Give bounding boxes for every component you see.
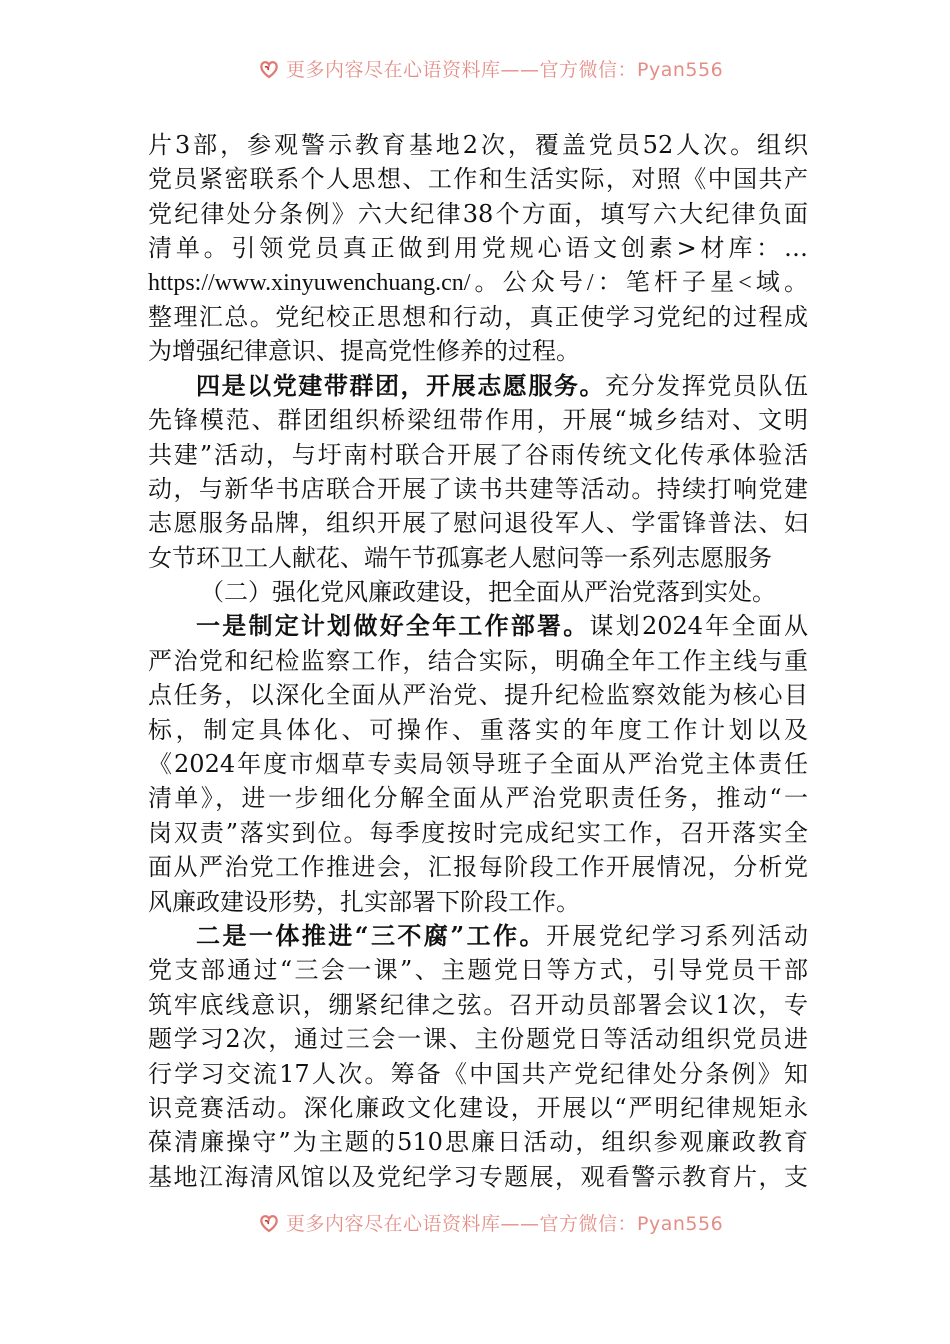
text-line: 为增强纪律意识、提高党性修养的过程。 [148,337,580,366]
text-line: 志愿服务品牌，组织开展了慰问退役军人、学雷锋普法、妇 [148,509,808,538]
text-line: 筑牢底线意识，绷紧纪律之弦。召开动员部署会议1次，专 [148,990,808,1019]
text-line-url: https://www.xinyuwenchuang.cn/。公众号/：笔杆子星<域。 [148,269,808,296]
paragraph-lead: 四是以党建带群团，开展志愿服务。 [196,370,606,400]
paragraph-text: 开展党纪学习系列活动 [545,921,808,950]
watermark-text: 更多内容尽在心语资料库——官方微信：Pyan556 [286,59,724,81]
text-line: 党员紧密联系个人思想、工作和生活实际，对照《中国共产 [148,165,808,194]
paragraph-first-line [148,919,808,953]
text-line: 面从严治党工作推进会，汇报每阶段工作开展情况，分析党 [148,853,808,882]
text-line: 葆清廉操守”为主题的510思廉日活动，组织参观廉政教育 [148,1128,808,1157]
text-line: 《2024年度市烟草专卖局领导班子全面从严治党主体责任 [148,750,808,779]
section-heading: （二）强化党风廉政建设，把全面从严治党落到实处。 [200,578,776,607]
text-line: 党支部通过“三会一课”、主题党日等方式，引导党员干部 [148,956,808,985]
text-line: 标，制定具体化、可操作、重落实的年度工作计划以及 [148,715,808,744]
paragraph-lead: 一是制定计划做好全年工作部署。 [196,611,590,641]
text-line: 共建”活动，与圩南村联合开展了谷雨传统文化传承体验活 [148,440,808,469]
text-line: 先锋模范、群团组织桥梁纽带作用，开展“城乡结对、文明 [148,406,808,435]
paragraph-first-line [148,609,808,643]
heart-swirl-icon [258,58,280,80]
text-line: 片3部，参观警示教育基地2次，覆盖党员52人次。组织 [148,131,808,159]
text-line: 行学习交流17人次。筹备《中国共产党纪律处分条例》知 [148,1059,808,1088]
text-line: 清单》，进一步细化分解全面从严治党职责任务，推动“一 [148,784,808,813]
text-line: 动，与新华书店联合开展了读书共建等活动。持续打响党建 [148,474,808,503]
heart-swirl-icon [258,1212,280,1234]
watermark-header [0,52,950,92]
paragraph-lead: 二是一体推进“三不腐”工作。 [196,920,546,950]
text-line: 清单。引领党员真正做到用党规心语文创素>材库：… [148,234,808,263]
text-line: 基地江海清风馆以及党纪学习专题展，观看警示教育片，支 [148,1162,808,1191]
document-body [148,128,808,1194]
text-line: 女节环卫工人献花、端午节孤寡老人慰问等一系列志愿服务 [148,543,772,572]
text-line: 题学习2次，通过三会一课、主份题党日等活动组织党员进 [148,1025,808,1054]
watermark-footer [0,1206,950,1246]
text-line: 严治党和纪检监察工作，结合实际，明确全年工作主线与重 [148,646,808,675]
text-line: 党纪律处分条例》六大纪律38个方面，填写六大纪律负面 [148,199,808,228]
text-line: 点任务，以深化全面从严治党、提升纪检监察效能为核心目 [148,681,808,710]
text-line: 风廉政建设形势，扎实部署下阶段工作。 [148,887,580,916]
paragraph-first-line [148,369,808,403]
text-line: 识竞赛活动。深化廉政文化建设，开展以“严明纪律规矩永 [148,1093,808,1122]
watermark-text: 更多内容尽在心语资料库——官方微信：Pyan556 [286,1213,724,1235]
text-line: 岗双责”落实到位。每季度按时完成纪实工作，召开落实全 [148,818,808,847]
paragraph-text: 谋划2024年全面从 [589,612,808,641]
paragraph-text: 充分发挥党员队伍 [605,371,808,400]
text-line: 整理汇总。党纪校正思想和行动，真正使学习党纪的过程成 [148,302,808,331]
